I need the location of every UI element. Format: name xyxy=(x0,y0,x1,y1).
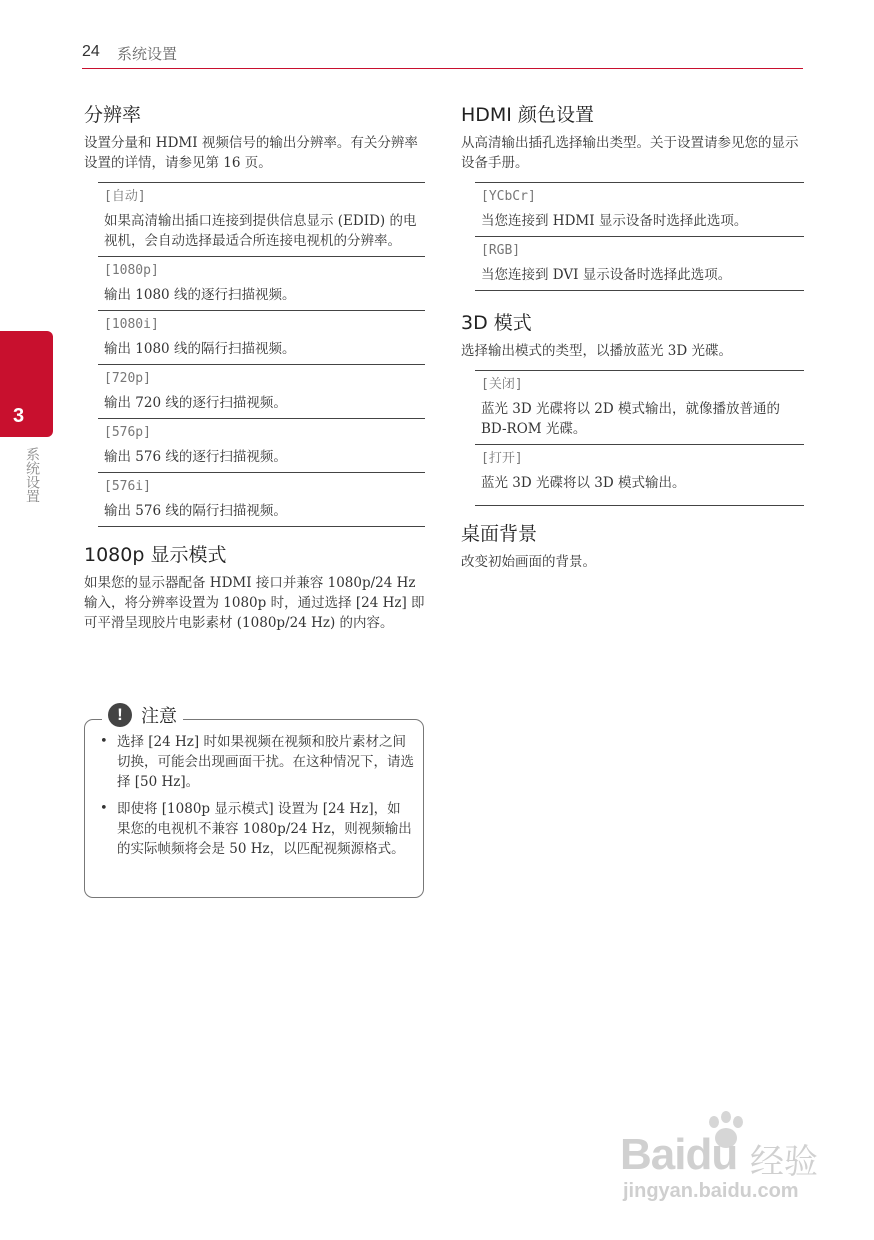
option-label: [YCbCr] xyxy=(481,189,536,204)
wallpaper-description: 改变初始画面的背景。 xyxy=(461,554,596,570)
resolution-options xyxy=(98,182,425,527)
option-label: [576i] xyxy=(104,479,151,494)
chapter-label: 系统设置 xyxy=(24,447,40,503)
baidu-watermark xyxy=(620,1110,850,1210)
chapter-number: 3 xyxy=(12,405,25,427)
option-row xyxy=(475,371,804,445)
option-description: 如果高清输出插口连接到提供信息显示 (EDID) 的电视机，会自动选择最适合所连接电视机的分辨率。 xyxy=(104,213,417,249)
resolution-heading: 分辨率 xyxy=(84,104,142,126)
option-row xyxy=(98,257,425,311)
option-row xyxy=(475,183,804,237)
option-row xyxy=(475,237,804,291)
note-item-text: 即使将 [1080p 显示模式] 设置为 [24 Hz]，如果您的电视机不兼容 1080p/24 Hz，则视频输出的实际帧频将会是 50 Hz，以匹配视频源格式。 xyxy=(117,801,412,857)
exclamation-icon: ! xyxy=(108,703,132,727)
option-row xyxy=(98,183,425,257)
header-rule xyxy=(82,68,803,69)
option-description: 蓝光 3D 光碟将以 3D 模式输出。 xyxy=(481,475,686,491)
option-label: [576p] xyxy=(104,425,151,440)
option-description: 当您连接到 DVI 显示设备时选择此选项。 xyxy=(481,267,732,283)
option-label: [自动] xyxy=(104,189,146,204)
note-list xyxy=(99,732,414,866)
option-description: 输出 1080 线的隔行扫描视频。 xyxy=(104,341,296,357)
option-row xyxy=(98,365,425,419)
mode-3d-description: 选择输出模式的类型，以播放蓝光 3D 光碟。 xyxy=(461,343,732,359)
option-row xyxy=(98,311,425,365)
mode-3d-heading: 3D 模式 xyxy=(461,312,532,334)
option-row xyxy=(98,419,425,473)
option-label: [打开] xyxy=(481,451,523,466)
page-number: 24 xyxy=(82,43,100,60)
note-box xyxy=(84,719,424,898)
note-title: 注意 xyxy=(141,706,177,727)
bullet-icon: • xyxy=(100,734,108,749)
option-description: 输出 720 线的逐行扫描视频。 xyxy=(104,395,287,411)
display-mode-description: 如果您的显示器配备 HDMI 接口并兼容 1080p/24 Hz 输入，将分辨率设置为 1080p 时，通过选择 [24 Hz] 即可平滑呈现胶片电影素材 (1080p/24 Hz) 的内容。 xyxy=(84,575,425,631)
resolution-description: 设置分量和 HDMI 视频信号的输出分辨率。有关分辨率设置的详情，请参见第 16 页。 xyxy=(84,135,418,171)
note-item xyxy=(99,799,414,859)
watermark-url: jingyan.baidu.com xyxy=(623,1180,799,1202)
option-description: 当您连接到 HDMI 显示设备时选择此选项。 xyxy=(481,213,748,229)
option-description: 输出 1080 线的逐行扫描视频。 xyxy=(104,287,296,303)
right-column xyxy=(461,103,804,572)
hdmi-color-description: 从高清输出插孔选择输出类型。关于设置请参见您的显示设备手册。 xyxy=(461,135,799,171)
bullet-icon: • xyxy=(100,801,108,816)
option-label: [关闭] xyxy=(481,377,523,392)
watermark-logo-cn: 经验 xyxy=(750,1142,818,1182)
note-item xyxy=(99,732,414,792)
option-label: [1080p] xyxy=(104,263,159,278)
option-description: 输出 576 线的隔行扫描视频。 xyxy=(104,503,287,519)
option-description: 蓝光 3D 光碟将以 2D 模式输出，就像播放普通的 BD-ROM 光碟。 xyxy=(481,401,780,437)
left-column xyxy=(84,103,425,633)
note-header xyxy=(102,702,183,728)
display-mode-heading: 1080p 显示模式 xyxy=(84,544,227,566)
option-row xyxy=(475,445,804,506)
watermark-logo: Baidu xyxy=(620,1130,738,1179)
option-label: [1080i] xyxy=(104,317,159,332)
hdmi-color-heading: HDMI 颜色设置 xyxy=(461,104,594,126)
option-label: [RGB] xyxy=(481,243,521,258)
section-title: 系统设置 xyxy=(117,45,178,63)
wallpaper-heading: 桌面背景 xyxy=(461,523,538,545)
option-label: [720p] xyxy=(104,371,151,386)
option-row xyxy=(98,473,425,527)
option-description: 输出 576 线的逐行扫描视频。 xyxy=(104,449,287,465)
note-item-text: 选择 [24 Hz] 时如果视频在视频和胶片素材之间切换，可能会出现画面干扰。在这种情况下，请选择 [50 Hz]。 xyxy=(117,734,414,790)
mode-3d-options xyxy=(475,370,804,506)
hdmi-color-options xyxy=(475,182,804,291)
